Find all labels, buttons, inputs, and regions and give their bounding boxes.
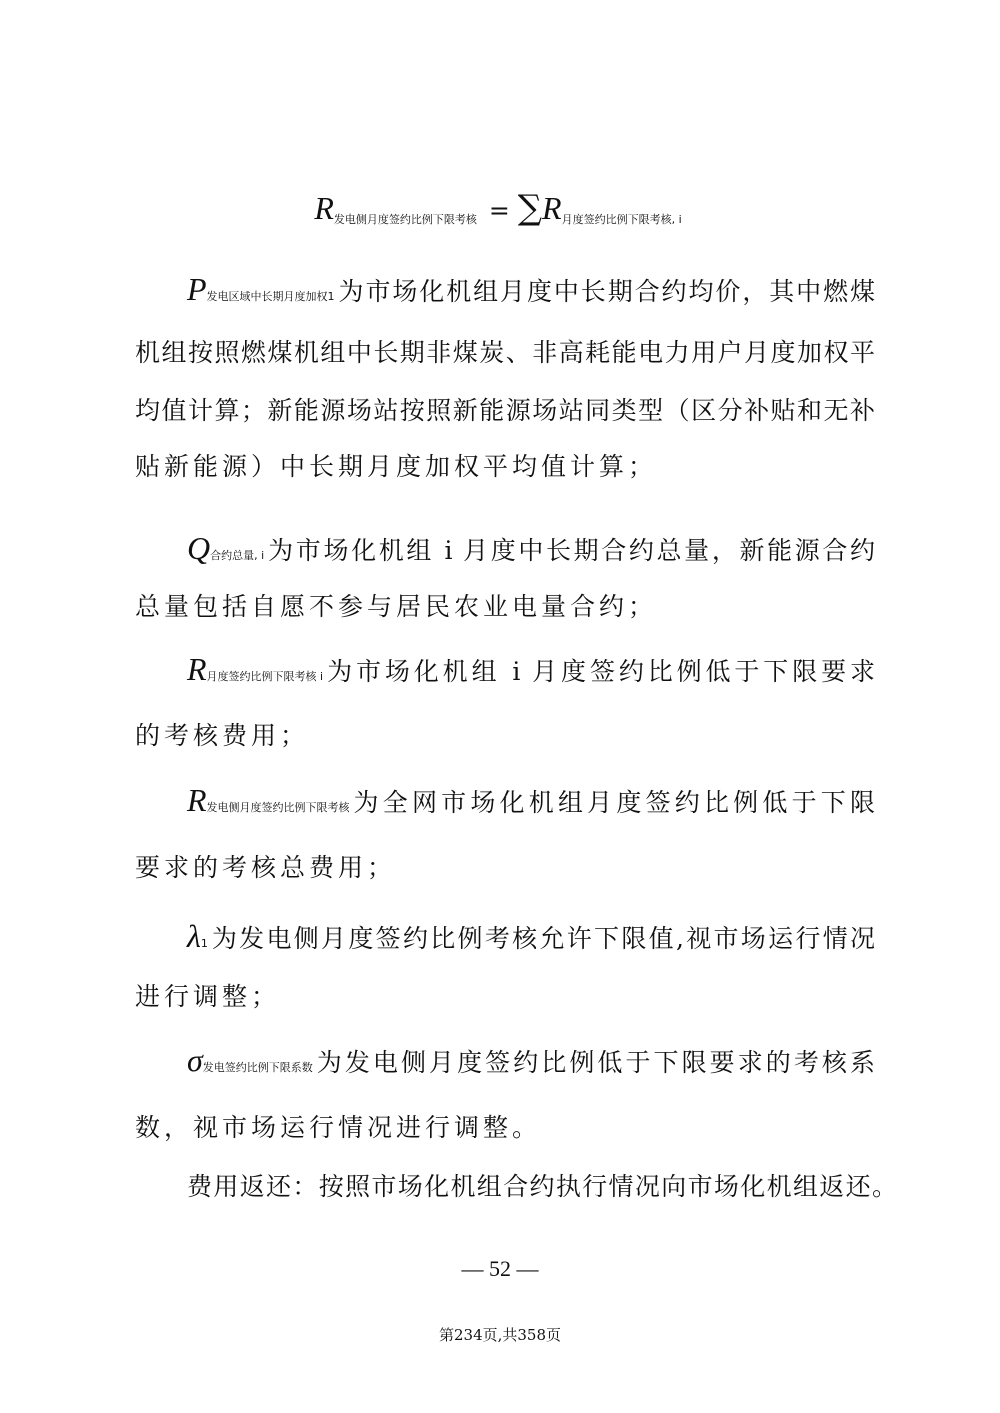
text-line: 为发电侧月度签约比例低于下限要求的考核系 (316, 1048, 875, 1077)
symbol: R (187, 782, 207, 818)
formula-rhs-sub: 月度签约比例下限考核, i (561, 213, 682, 226)
text-line: 为发电侧月度签约比例考核允许下限值,视市场运行情况 (211, 924, 875, 953)
text-line: 机组按照燃煤机组中长期非煤炭、非高耗能电力用户月度加权平 (135, 338, 875, 367)
symbol: λ (187, 918, 201, 954)
def-q (187, 531, 875, 573)
text-line: 总量包括自愿不参与居民农业电量合约； (135, 592, 658, 621)
text-line: 为全网市场化机组月度签约比例低于下限 (353, 788, 875, 817)
subscript: 发电区域中长期月度加权1 (206, 290, 335, 303)
def-sigma (187, 1043, 875, 1085)
def-lambda (187, 919, 875, 961)
formula-rhs-symbol: R (542, 190, 562, 226)
subscript: 月度签约比例下限考核 i (206, 670, 324, 683)
text-line: 均值计算；新能源场站按照新能源场站同类型（区分补贴和无补 (135, 396, 875, 425)
text-line: 贴新能源）中长期月度加权平均值计算； (135, 452, 658, 481)
subscript: 发电侧月度签约比例下限考核 (206, 801, 350, 814)
subscript: 1 (200, 937, 208, 950)
text-line: 为市场化机组 i 月度签约比例低于下限要求 (327, 657, 875, 686)
formula (0, 188, 1000, 228)
text-line: 为市场化机组 i 月度中长期合约总量，新能源合约 (268, 536, 875, 565)
page-footer: 第234页,共358页 (438, 1326, 562, 1344)
formula-equals: = (488, 196, 510, 225)
text-line: 的考核费用； (135, 721, 310, 750)
def-p (187, 272, 875, 314)
page-number: — 52 — (461, 1256, 539, 1281)
refund-paragraph: 费用返还：按照市场化机组合约执行情况向市场化机组返还。 (187, 1172, 897, 1201)
symbol: R (187, 651, 207, 687)
def-r-total (187, 783, 875, 825)
subscript: 发电签约比例下限系数 (202, 1061, 313, 1074)
text-line: 进行调整； (135, 982, 281, 1011)
formula-lhs-sub: 发电侧月度签约比例下限考核 (333, 213, 477, 226)
subscript: 合约总量, i (210, 549, 265, 562)
text-line: 为市场化机组月度中长期合约均价，其中燃煤 (338, 277, 875, 306)
def-r-unit (187, 652, 875, 694)
text-line: 数，视市场运行情况进行调整。 (135, 1113, 542, 1142)
formula-lhs-symbol: R (314, 190, 334, 226)
text-line: 要求的考核总费用； (135, 853, 397, 882)
sum-symbol: ∑ (517, 188, 543, 228)
symbol: σ (187, 1042, 203, 1078)
symbol: Q (187, 530, 211, 566)
symbol: P (187, 271, 207, 307)
